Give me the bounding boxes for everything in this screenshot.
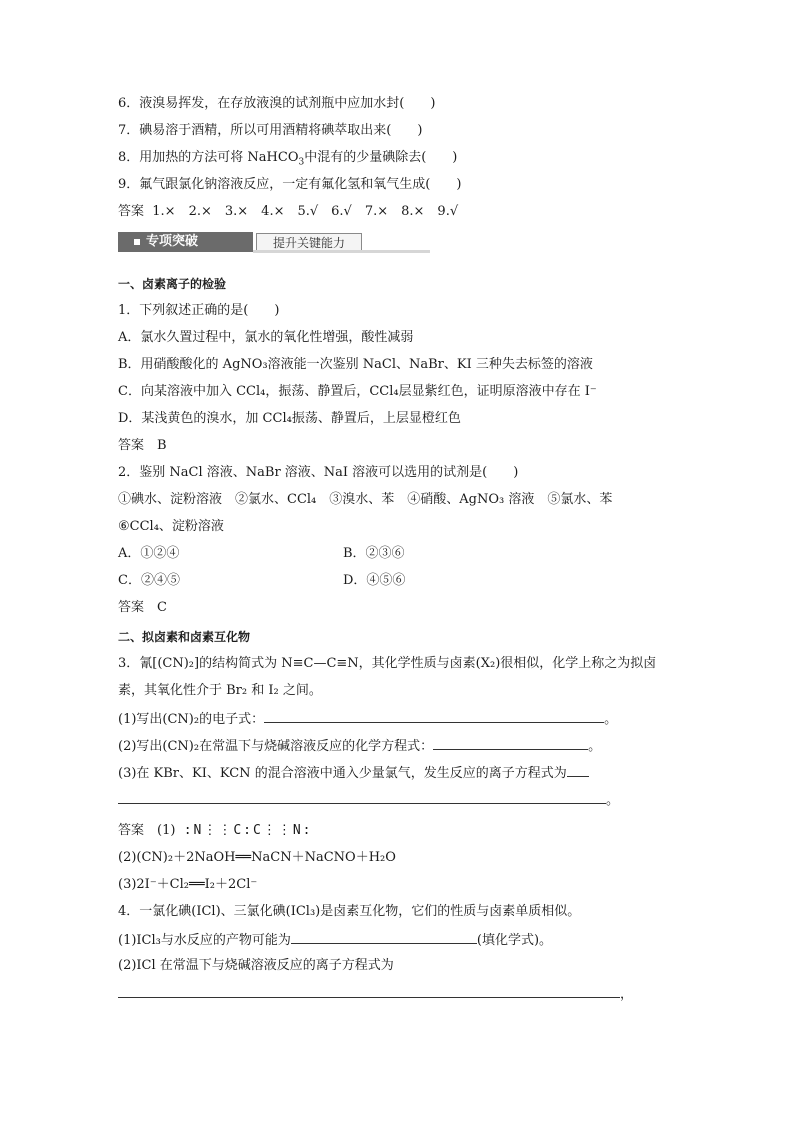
review-question-6: 6．液溴易挥发，在存放液溴的试剂瓶中应加水封( ) [118,96,436,111]
question-4-line-1: 4．一氯化碘(ICl)、三氯化碘(ICl₃)是卤素互化物，它们的性质与卤素单质相似。 [118,904,581,919]
question-3-part-3-continued: 。 [118,789,619,811]
banner-secondary: 提升关键能力 [256,233,362,253]
review-question-7: 7．碘易溶于酒精，所以可用酒精将碘萃取出来( ) [118,123,423,138]
question-3-line-1: 3．氰[(CN)₂]的结构简式为 N≡C—C≡N，其化学性质与卤素(X₂)很相似，化学上称之为拟卤 [118,656,657,671]
option-1a: A．氯水久置过程中，氯水的氧化性增强，酸性减弱 [118,330,414,345]
review-answers [118,202,458,222]
question-4-part-2: (2)ICl 在常温下与烧碱溶液反应的离子方程式为 [118,958,394,973]
lewis-structure: ꞉N⋮⋮C꞉C⋮⋮N꞉ [183,823,313,838]
review-question-8: 8．用加热的方法可将 NaHCO$_3$中混有的少量碘除去( ) [118,150,458,168]
question-text: 6．液溴易挥发，在存放液溴的试剂瓶中应加水封( [118,96,405,111]
option-1b: B．用硝酸酸化的 AgNO₃溶液能一次鉴别 NaCl、NaBr、KI 三种失去标签的溶液 [118,357,593,372]
option-2b: B．②③⑥ [343,546,405,561]
option-1c: C．向某溶液中加入 CCl₄，振荡、静置后，CCl₄层显紫红色，证明原溶液中存在 I⁻ [118,384,597,399]
question-text: 7．碘易溶于酒精，所以可用酒精将碘萃取出来( [118,123,392,138]
answer-values: 1.× 2.× 3.× 4.× 5.√ 6.√ 7.× 8.× 9.√ [152,204,459,219]
answer-2: 答案 C [118,600,167,615]
question-text: 8．用加热的方法可将 NaHCO [118,150,299,165]
fill-blank [291,929,477,944]
answer-3-part-1: 答案 (1) ꞉N⋮⋮C꞉C⋮⋮N꞉ [118,823,313,838]
answer-1: 答案 B [118,438,167,453]
option-2a: A．①②④ [118,546,180,561]
banner-divider [253,250,430,253]
option-1d: D．某浅黄色的溴水，加 CCl₄振荡、静置后，上层显橙红色 [118,411,461,426]
answer-3-part-3: (3)2I⁻＋Cl₂══I₂＋2Cl⁻ [118,877,258,892]
fill-blank [433,735,588,750]
question-4-part-1: (1)ICl₃与水反应的产物可能为 (填化学式)。 [118,929,552,951]
question-3-part-3: (3)在 KBr、KI、KCN 的混合溶液中通入少量氯气，发生反应的离子方程式为 [118,762,589,784]
question-text: 9．氟气跟氯化钠溶液反应，一定有氟化氢和氧气生成( [118,177,431,192]
section-banner [118,232,430,254]
section-title-2: 二、拟卤素和卤素互化物 [118,630,251,644]
answer-label: 答案 [118,204,145,219]
question-3-part-1: (1)写出(CN)₂的电子式： 。 [118,708,617,730]
answer-3-part-2: (2)(CN)₂＋2NaOH══NaCN＋NaCNO＋H₂O [118,850,396,865]
reagents-line-2: ⑥CCl₄、淀粉溶液 [118,519,224,534]
option-2d: D．④⑤⑥ [343,573,406,588]
review-question-9: 9．氟气跟氯化钠溶液反应，一定有氟化氢和氧气生成( ) [118,177,462,192]
question-1: 1．下列叙述正确的是( ) [118,303,280,318]
banner-primary: 专项突破 [118,232,253,252]
fill-blank [118,789,606,804]
section-title-1: 一、卤素离子的检验 [118,277,227,291]
fill-blank [264,708,604,723]
square-bullet-icon [134,239,140,245]
question-3-line-2: 素，其氧化性介于 Br₂ 和 I₂ 之间。 [118,683,322,698]
question-3-part-2: (2)写出(CN)₂在常温下与烧碱溶液反应的化学方程式： 。 [118,735,601,757]
question-4-part-2-blank: ， [118,983,633,1005]
reagents-line-1: ①碘水、淀粉溶液 ②氯水、CCl₄ ③溴水、苯 ④硝酸、AgNO₃ 溶液 ⑤氯水、苯 [118,492,613,507]
question-2: 2．鉴别 NaCl 溶液、NaBr 溶液、NaI 溶液可以选用的试剂是( ) [118,465,519,480]
option-2c: C．②④⑤ [118,573,180,588]
fill-blank [118,983,620,998]
fill-blank [567,762,589,777]
